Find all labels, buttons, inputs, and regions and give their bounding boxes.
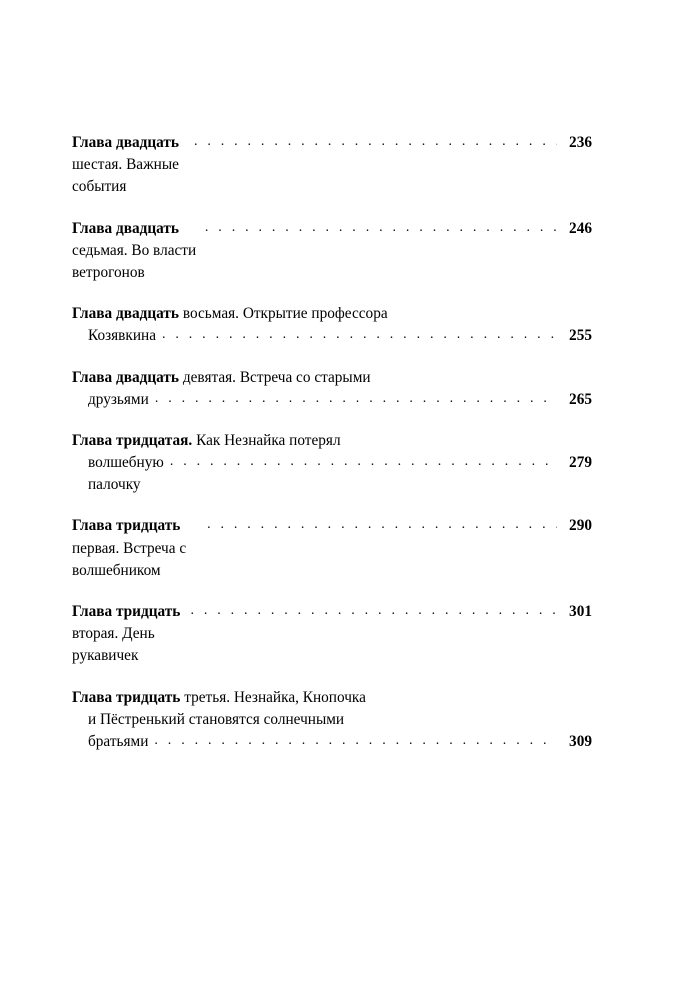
toc-entry[interactable] [72, 687, 592, 754]
toc-entry-line [72, 430, 592, 452]
toc-page-number: 301 [569, 603, 592, 620]
toc-chapter-title: братьями [88, 732, 149, 750]
toc-entry-title [72, 430, 341, 452]
toc-entry-title [72, 389, 149, 411]
toc-entry-title [72, 367, 371, 389]
toc-entry[interactable] [72, 430, 592, 497]
toc-chapter-title: девятая. Встреча со старыми [182, 368, 371, 386]
toc-page-number: 246 [569, 219, 592, 237]
toc-chapter-title: друзьями [88, 390, 149, 408]
toc-entry-line [72, 601, 592, 668]
toc-entry[interactable] [72, 367, 592, 411]
toc-entry-line [72, 687, 592, 709]
toc-entry[interactable] [72, 132, 592, 199]
toc-leader-dots [194, 132, 557, 152]
toc-page-number: 255 [569, 327, 592, 345]
toc-chapter-title: Козявкина [88, 327, 156, 345]
toc-leader-dots [170, 452, 557, 472]
toc-chapter-title: волшебную палочку [88, 454, 168, 494]
toc-entry-title [72, 515, 201, 582]
toc-entry-title [72, 132, 188, 199]
toc-page-number: 236 [569, 134, 592, 151]
toc-chapter-title: восьмая. Открытие профессора [182, 305, 388, 323]
toc-entry-line [72, 389, 592, 411]
toc-chapter-label: Глава тридцатая. [72, 431, 197, 449]
toc-entry-title [72, 601, 184, 668]
toc-chapter-label: Глава двадцать [72, 305, 183, 323]
toc-entry[interactable] [72, 515, 592, 582]
toc-entry[interactable] [72, 218, 592, 285]
toc-chapter-label: Глава двадцать [72, 368, 183, 386]
toc-page-number: 279 [569, 454, 592, 472]
table-of-contents [72, 132, 592, 772]
toc-entry-title [72, 452, 168, 496]
toc-chapter-title: первая. Встреча с волшебником [72, 539, 190, 579]
toc-leader-dots [207, 515, 557, 535]
toc-entry-title [72, 303, 388, 325]
toc-entry-title [72, 709, 344, 731]
toc-page-number: 265 [569, 390, 592, 408]
toc-chapter-title: третья. Незнайка, Кнопочка [184, 688, 366, 706]
toc-chapter-title: седьмая. Во власти ветрогонов [72, 241, 200, 281]
toc-page-number: 309 [569, 732, 592, 750]
toc-entry-title [72, 325, 156, 347]
toc-page-number: 290 [569, 517, 592, 535]
toc-leader-dots [190, 601, 557, 621]
toc-entry-line [72, 218, 592, 285]
toc-leader-dots [205, 218, 557, 238]
toc-entry-line [72, 132, 592, 199]
toc-entry-line [72, 731, 592, 753]
toc-entry-title [72, 731, 148, 753]
toc-entry-line [72, 709, 592, 731]
toc-chapter-label: Глава двадцать [72, 134, 183, 151]
toc-chapter-label: Глава двадцать [72, 219, 183, 237]
toc-chapter-label: Глава тридцать [72, 688, 185, 706]
toc-chapter-title: шестая. Важные события [72, 156, 183, 196]
toc-entry-title [72, 218, 199, 285]
toc-chapter-label: Глава тридцать [72, 603, 185, 620]
toc-leader-dots [162, 325, 557, 345]
toc-entry-line [72, 367, 592, 389]
toc-entry-line [72, 303, 592, 325]
toc-leader-dots [155, 389, 557, 409]
toc-entry[interactable] [72, 601, 592, 668]
toc-chapter-title: и Пёстренький становятся солнечными [88, 710, 345, 728]
toc-entry-line [72, 325, 592, 347]
toc-entry-line [72, 452, 592, 496]
toc-chapter-title: вторая. День рукавичек [72, 625, 159, 665]
toc-chapter-label: Глава тридцать [72, 517, 185, 535]
toc-leader-dots [154, 731, 557, 751]
toc-chapter-title: Как Незнайка потерял [196, 431, 341, 449]
toc-entry[interactable] [72, 303, 592, 347]
toc-entry-line [72, 515, 592, 582]
toc-entry-title [72, 687, 366, 709]
